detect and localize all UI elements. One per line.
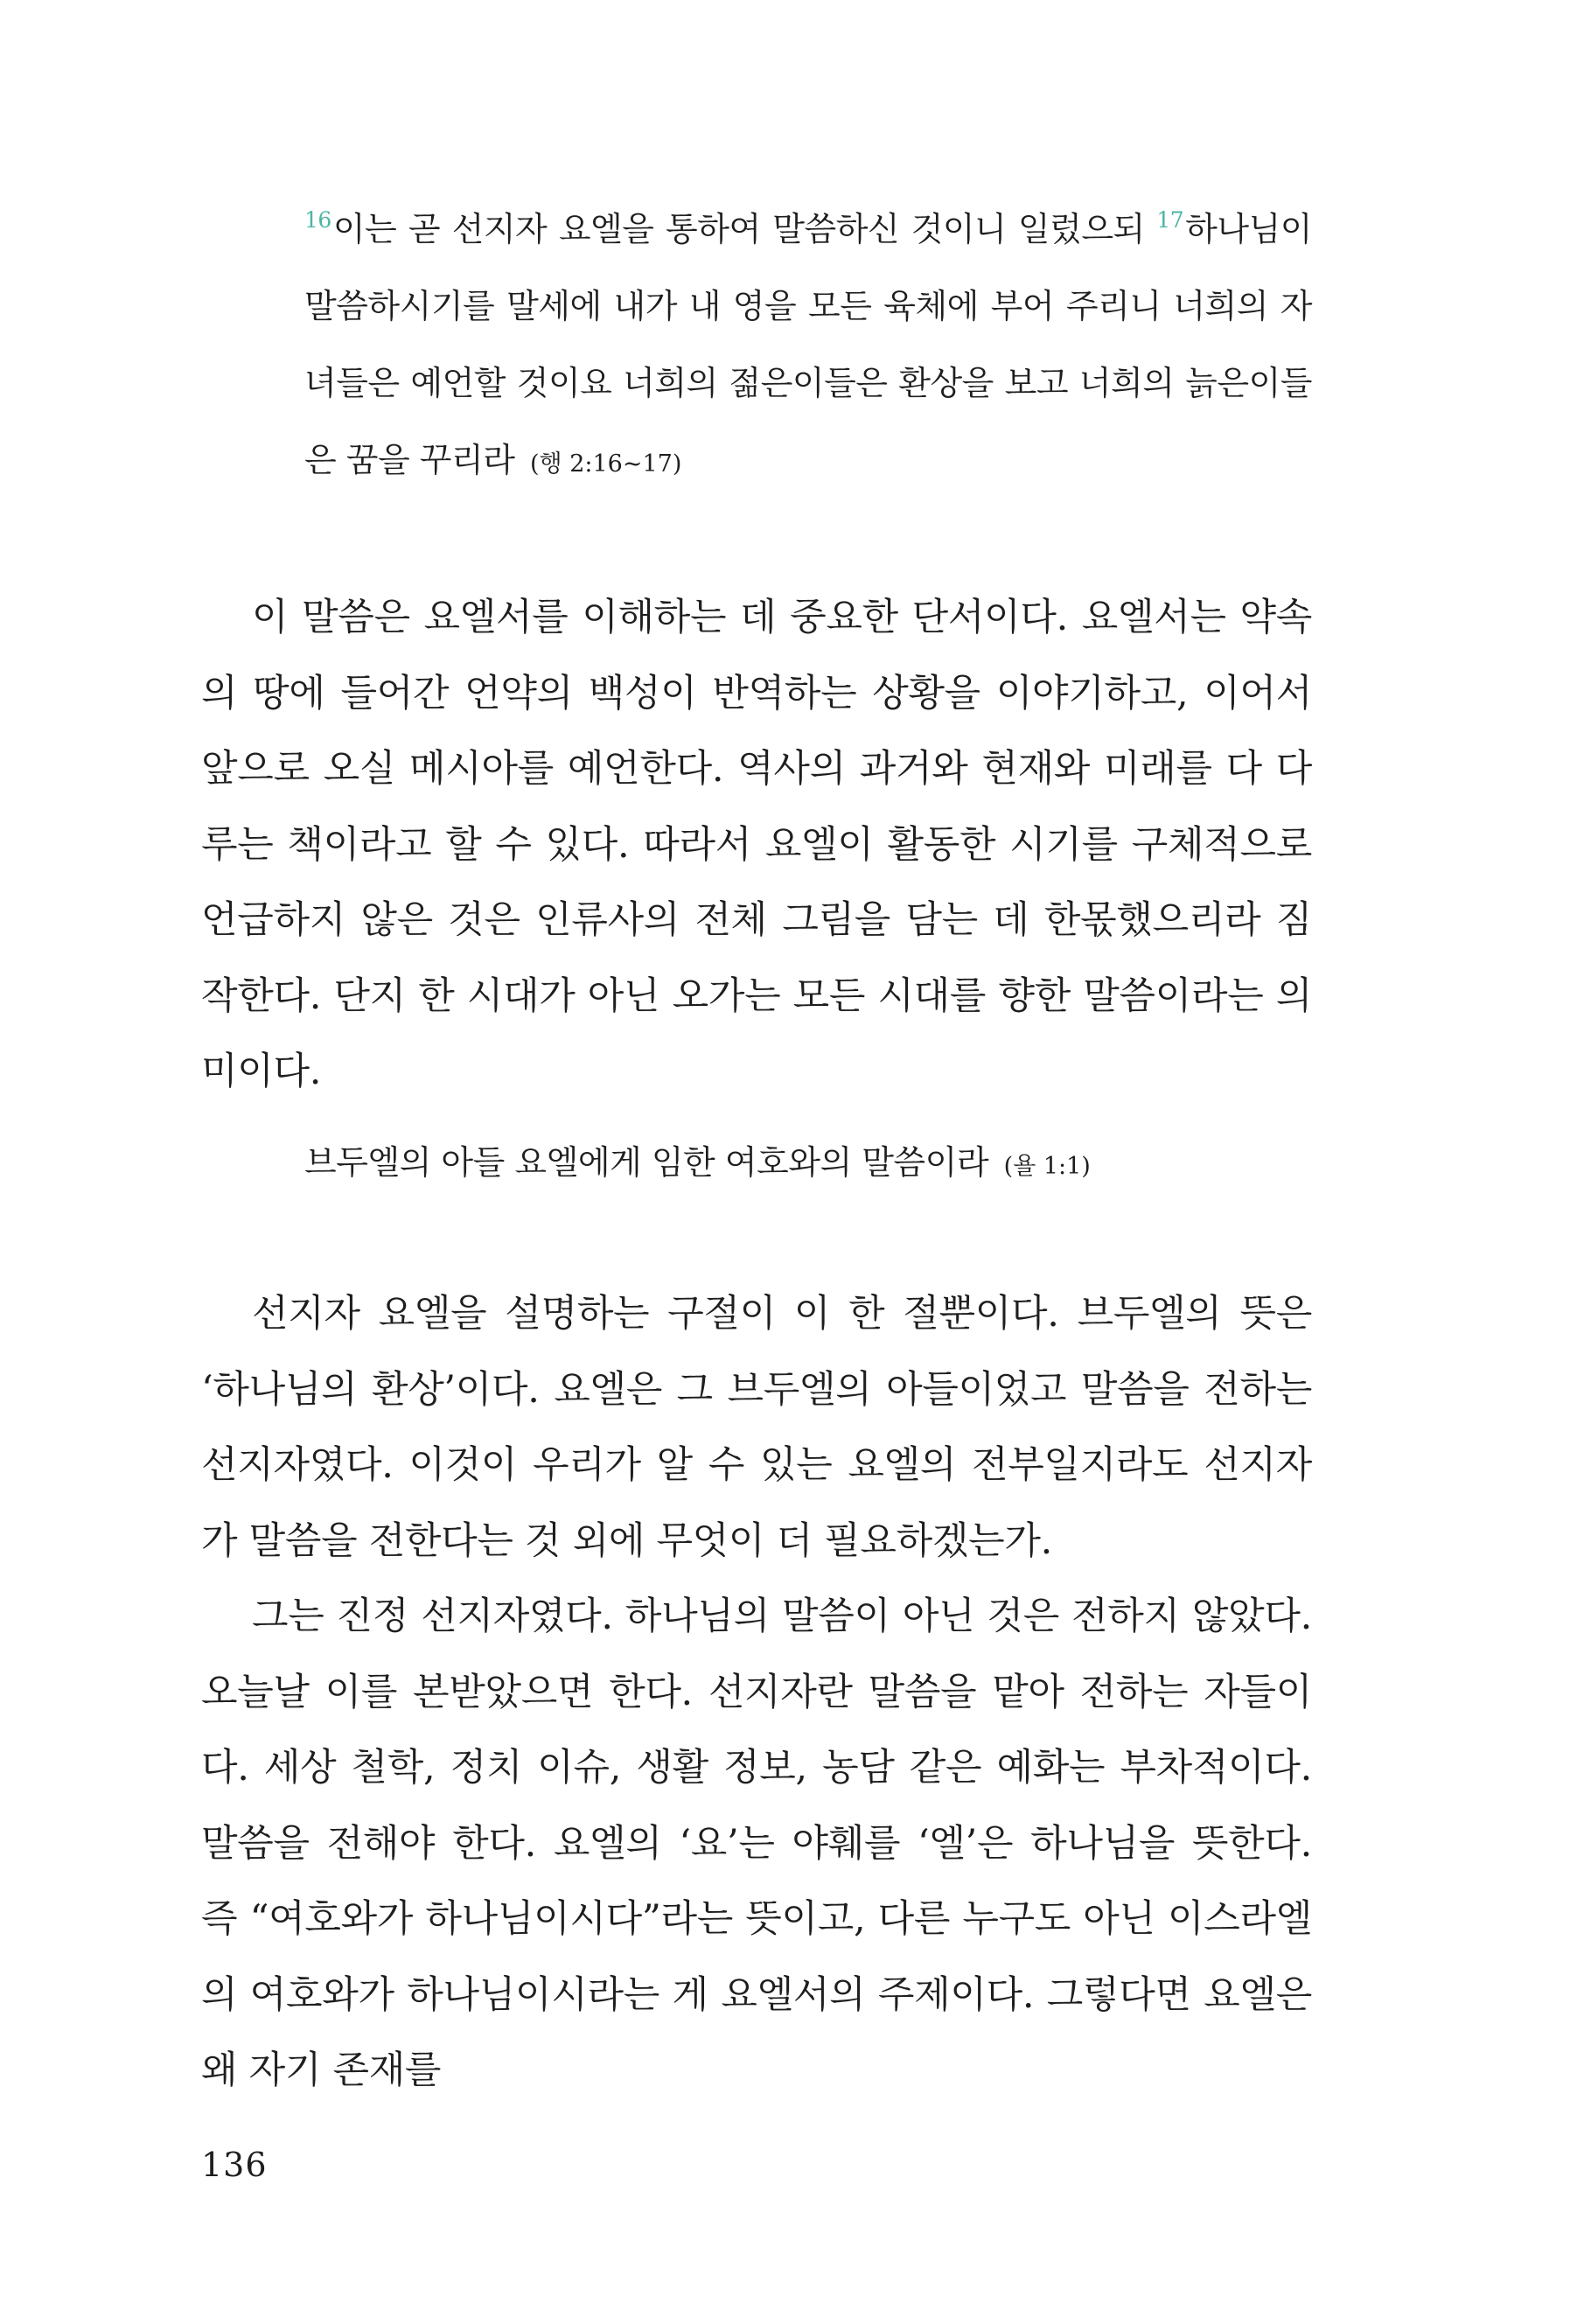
scripture-quote-joel (304, 1124, 1312, 1205)
verse-text: 브두엘의 아들 요엘에게 임한 여호와의 말씀이라 (304, 1143, 989, 1182)
paragraph-1: 이 말씀은 요엘서를 이해하는 데 중요한 단서이다. 요엘서는 약속의 땅에 들어간 언약의 백성이 반역하는 상황을 이야기하고, 이어서 앞으로 오실 메시아를 예언한다. 역사의 과거와 현재와 미래를 다 다루는 책이라고 할 수 있다. 따라서 요엘이 활동한 시기를 구체적으로 언급하지 않은 것은 인류사의 전체 그림을 담는 데 한몫했으리라 짐작한다. 단지 한 시대가 아닌 오가는 모든 시대를 향한 말씀이라는 의미이다. (201, 596, 1312, 1093)
verse-text-16: 이는 곧 선지자 요엘을 통하여 말씀하신 것이니 일렀으되 (332, 210, 1157, 248)
body-block-1 (201, 580, 1312, 1110)
scripture-quote-acts (304, 191, 1312, 503)
verse-number-16: 16 (304, 207, 331, 233)
paragraph-3: 그는 진정 선지자였다. 하나님의 말씀이 아닌 것은 전하지 않았다. 오늘날 이를 본받았으면 한다. 선지자란 말씀을 맡아 전하는 자들이다. 세상 철학, 정치 이슈, 생활 정보, 농담 같은 예화는 부차적이다. 말씀을 전해야 한다. 요엘의 ‘요’는 야훼를 ‘엘’은 하나님을 뜻한다. 즉 “여호와가 하나님이시다”라는 뜻이고, 다른 누구도 아닌 이스라엘의 여호와가 하나님이시라는 게 요엘서의 주제이다. 그렇다면 요엘은 왜 자기 존재를 (201, 1595, 1312, 2092)
paragraph-2: 선지자 요엘을 설명하는 구절이 이 한 절뿐이다. 브두엘의 뜻은 ‘하나님의 환상’이다. 요엘은 그 브두엘의 아들이었고 말씀을 전하는 선지자였다. 이것이 우리가 알 수 있는 요엘의 전부일지라도 선지자가 말씀을 전한다는 것 외에 무엇이 더 필요하겠는가. (201, 1292, 1312, 1563)
body-block-2 (201, 1276, 1312, 2109)
page-number: 136 (201, 2146, 268, 2184)
verse-text-17: 하나님이 말씀하시기를 말세에 내가 내 영을 모든 육체에 부어 주리니 너희의 자녀들은 예언할 것이요 너희의 젊은이들은 환상을 보고 너희의 늙은이들은 꿈을 꾸리라 (304, 210, 1312, 479)
scripture-reference: (행 2:16~17) (530, 450, 682, 478)
verse-number-17: 17 (1156, 207, 1184, 233)
scripture-reference: (욜 1:1) (1003, 1153, 1091, 1180)
